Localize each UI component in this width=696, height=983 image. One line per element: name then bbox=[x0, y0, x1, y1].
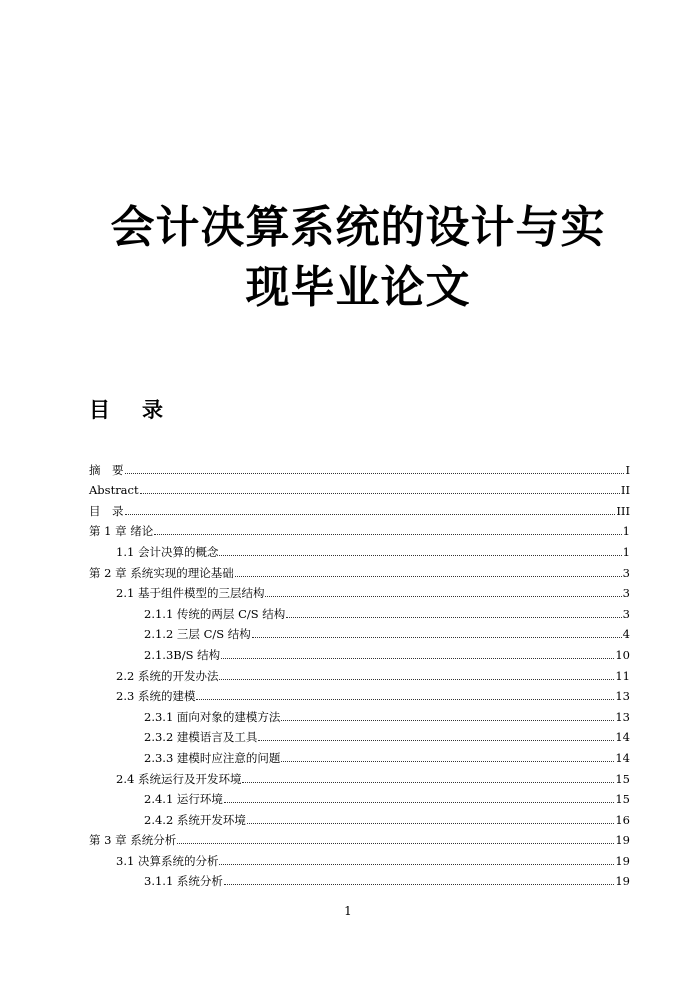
toc-entry[interactable] bbox=[89, 868, 630, 889]
toc-entry-page: 3 bbox=[622, 606, 630, 621]
toc-entry-label: 2.1 基于组件模型的三层结构 bbox=[116, 586, 265, 601]
toc-entry-page: 3 bbox=[622, 586, 630, 601]
toc-dot-leader bbox=[286, 617, 621, 618]
toc-entry[interactable] bbox=[89, 786, 630, 807]
toc-entry-page: 11 bbox=[615, 668, 630, 683]
toc-entry-label: 2.3 系统的建模 bbox=[116, 689, 196, 704]
toc-dot-leader bbox=[242, 782, 614, 783]
toc-entry-label: 2.3.1 面向对象的建模方法 bbox=[144, 709, 281, 724]
toc-entry[interactable] bbox=[89, 477, 630, 498]
toc-entry-label: 2.3.2 建模语言及工具 bbox=[144, 730, 258, 745]
toc-entry-label: Abstract bbox=[89, 483, 139, 498]
toc-entry-label: 目 录 bbox=[89, 503, 124, 518]
toc-entry[interactable] bbox=[89, 827, 630, 848]
toc-entry[interactable] bbox=[89, 683, 630, 704]
toc-entry[interactable] bbox=[89, 621, 630, 642]
toc-entry-label: 2.4.2 系统开发环境 bbox=[144, 812, 246, 827]
toc-entry-page: 1 bbox=[622, 524, 630, 539]
toc-entry-label: 2.4.1 运行环境 bbox=[144, 792, 223, 807]
toc-entry-page: 14 bbox=[615, 730, 630, 745]
toc-entry-page: 19 bbox=[615, 853, 630, 868]
toc-dot-leader bbox=[235, 576, 622, 577]
toc-entry-page: I bbox=[625, 462, 630, 477]
document-title-line-2: 现毕业论文 bbox=[245, 262, 471, 313]
toc-dot-leader bbox=[224, 802, 614, 803]
toc-entry-label: 第 2 章 系统实现的理论基础 bbox=[89, 565, 234, 580]
toc-entry-page: 3 bbox=[622, 565, 630, 580]
toc-entry-page: 19 bbox=[615, 833, 630, 848]
toc-entry-label: 2.1.1 传统的两层 C/S 结构 bbox=[144, 606, 286, 621]
toc-entry[interactable] bbox=[89, 559, 630, 580]
toc-entry-label: 3.1.1 系统分析 bbox=[144, 874, 223, 889]
toc-entry-label: 2.3.3 建模时应注意的问题 bbox=[144, 750, 281, 765]
toc-dot-leader bbox=[221, 658, 614, 659]
toc-entry-label: 2.1.3B/S 结构 bbox=[144, 647, 221, 662]
toc-entry[interactable] bbox=[89, 765, 630, 786]
toc-entry[interactable] bbox=[89, 518, 630, 539]
toc-entry-label: 第 3 章 系统分析 bbox=[89, 833, 177, 848]
toc-dot-leader bbox=[258, 740, 614, 741]
page-number: 1 bbox=[344, 904, 352, 918]
toc-dot-leader bbox=[219, 555, 621, 556]
toc-entry-label: 2.2 系统的开发办法 bbox=[116, 668, 219, 683]
toc-dot-leader bbox=[219, 864, 614, 865]
toc-entry-page: II bbox=[620, 483, 630, 498]
toc-entry-label: 1.1 会计决算的概念 bbox=[116, 544, 219, 559]
table-of-contents bbox=[89, 456, 630, 888]
toc-entry[interactable] bbox=[89, 703, 630, 724]
toc-dot-leader bbox=[196, 699, 614, 700]
toc-dot-leader bbox=[219, 679, 614, 680]
toc-dot-leader bbox=[125, 473, 625, 474]
toc-entry-page: 10 bbox=[615, 647, 630, 662]
toc-entry-page: 15 bbox=[615, 771, 630, 786]
toc-entry[interactable] bbox=[89, 641, 630, 662]
toc-heading bbox=[89, 396, 163, 424]
toc-entry[interactable] bbox=[89, 497, 630, 518]
toc-entry[interactable] bbox=[89, 724, 630, 745]
toc-entry[interactable] bbox=[89, 580, 630, 601]
toc-entry-label: 2.1.2 三层 C/S 结构 bbox=[144, 627, 251, 642]
toc-entry-page: 15 bbox=[615, 792, 630, 807]
toc-dot-leader bbox=[177, 843, 614, 844]
toc-heading-char-1: 目 bbox=[89, 398, 110, 422]
toc-entry[interactable] bbox=[89, 600, 630, 621]
toc-entry-page: 14 bbox=[615, 750, 630, 765]
toc-entry[interactable] bbox=[89, 744, 630, 765]
toc-entry[interactable] bbox=[89, 847, 630, 868]
toc-dot-leader bbox=[281, 720, 614, 721]
toc-entry-page: 16 bbox=[615, 812, 630, 827]
toc-dot-leader bbox=[125, 514, 616, 515]
toc-dot-leader bbox=[247, 823, 614, 824]
document-title-line-1: 会计决算系统的设计与实 bbox=[110, 202, 606, 253]
toc-entry-page: 1 bbox=[622, 544, 630, 559]
toc-entry-label: 3.1 决算系统的分析 bbox=[116, 853, 219, 868]
toc-heading-char-2: 录 bbox=[142, 398, 163, 422]
toc-entry-page: 13 bbox=[615, 709, 630, 724]
toc-dot-leader bbox=[224, 884, 614, 885]
toc-dot-leader bbox=[265, 596, 621, 597]
toc-entry-label: 摘 要 bbox=[89, 462, 124, 477]
toc-entry-page: 13 bbox=[615, 689, 630, 704]
toc-entry-page: 19 bbox=[615, 874, 630, 889]
toc-entry-label: 2.4 系统运行及开发环境 bbox=[116, 771, 242, 786]
toc-entry[interactable] bbox=[89, 456, 630, 477]
toc-dot-leader bbox=[281, 761, 614, 762]
toc-entry-label: 第 1 章 绪论 bbox=[89, 524, 154, 539]
toc-entry[interactable] bbox=[89, 662, 630, 683]
toc-entry[interactable] bbox=[89, 538, 630, 559]
toc-dot-leader bbox=[252, 637, 622, 638]
toc-dot-leader bbox=[154, 534, 621, 535]
toc-entry-page: III bbox=[616, 503, 630, 518]
toc-entry[interactable] bbox=[89, 806, 630, 827]
toc-entry-page: 4 bbox=[622, 627, 630, 642]
toc-dot-leader bbox=[140, 493, 620, 494]
